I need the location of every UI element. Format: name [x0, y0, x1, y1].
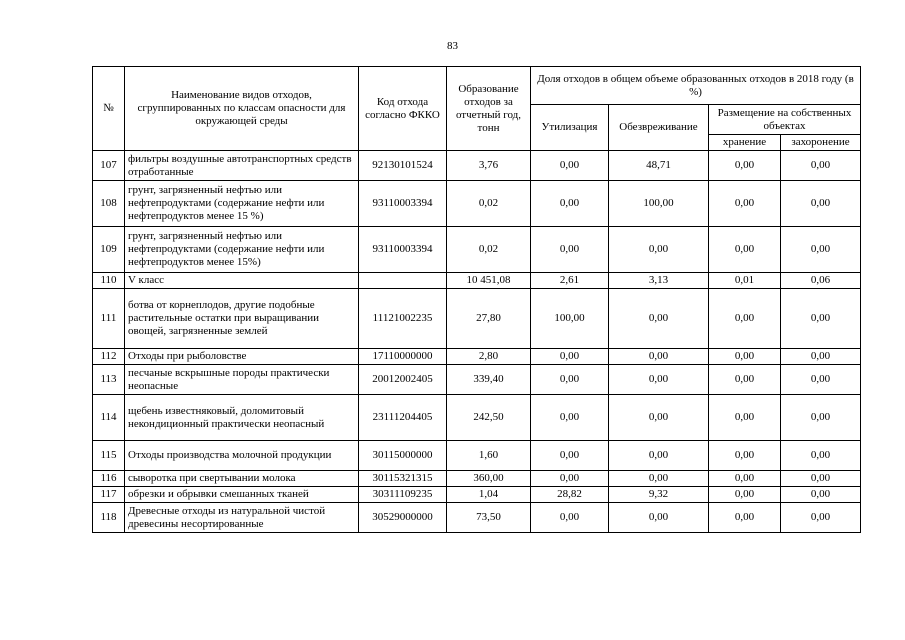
cell-num: 107 — [93, 151, 125, 181]
cell-burial: 0,06 — [781, 273, 861, 289]
header-burial: захоронение — [781, 135, 861, 151]
cell-utilization: 0,00 — [531, 365, 609, 395]
header-share: Доля отходов в общем объеме образованных отходов в 2018 году (в %) — [531, 67, 861, 105]
table-row — [93, 471, 861, 487]
cell-code: 11121002235 — [359, 289, 447, 349]
cell-storage: 0,00 — [709, 181, 781, 227]
cell-neutralization: 0,00 — [609, 441, 709, 471]
cell-name: обрезки и обрывки смешанных тканей — [125, 487, 359, 503]
cell-num: 114 — [93, 395, 125, 441]
cell-burial: 0,00 — [781, 395, 861, 441]
cell-storage: 0,00 — [709, 487, 781, 503]
cell-burial: 0,00 — [781, 365, 861, 395]
cell-formation: 3,76 — [447, 151, 531, 181]
waste-table — [92, 66, 861, 533]
page-number: 83 — [447, 40, 458, 52]
cell-burial: 0,00 — [781, 349, 861, 365]
cell-utilization: 0,00 — [531, 471, 609, 487]
cell-utilization: 0,00 — [531, 151, 609, 181]
cell-utilization: 0,00 — [531, 181, 609, 227]
cell-storage: 0,00 — [709, 441, 781, 471]
cell-storage: 0,00 — [709, 227, 781, 273]
cell-formation: 2,80 — [447, 349, 531, 365]
cell-storage: 0,00 — [709, 349, 781, 365]
cell-code: 30311109235 — [359, 487, 447, 503]
cell-name: Древесные отходы из натуральной чистой древесины несортированные — [125, 503, 359, 533]
table-row — [93, 227, 861, 273]
cell-neutralization: 0,00 — [609, 365, 709, 395]
header-code: Код отхода согласно ФККО — [359, 67, 447, 151]
cell-burial: 0,00 — [781, 487, 861, 503]
cell-neutralization: 0,00 — [609, 227, 709, 273]
cell-burial: 0,00 — [781, 503, 861, 533]
cell-neutralization: 0,00 — [609, 503, 709, 533]
cell-num: 113 — [93, 365, 125, 395]
cell-neutralization: 3,13 — [609, 273, 709, 289]
cell-neutralization: 9,32 — [609, 487, 709, 503]
cell-formation: 27,80 — [447, 289, 531, 349]
cell-code: 23111204405 — [359, 395, 447, 441]
cell-code: 30115321315 — [359, 471, 447, 487]
cell-burial: 0,00 — [781, 471, 861, 487]
cell-num: 117 — [93, 487, 125, 503]
cell-neutralization: 0,00 — [609, 349, 709, 365]
cell-utilization: 0,00 — [531, 503, 609, 533]
cell-utilization: 28,82 — [531, 487, 609, 503]
cell-name: сыворотка при свертывании молока — [125, 471, 359, 487]
cell-name: песчаные вскрышные породы практически неопасные — [125, 365, 359, 395]
cell-num: 115 — [93, 441, 125, 471]
cell-code: 30529000000 — [359, 503, 447, 533]
cell-code: 20012002405 — [359, 365, 447, 395]
cell-code: 92130101524 — [359, 151, 447, 181]
cell-name: грунт, загрязненный нефтью или нефтепродуктами (содержание нефти или нефтепродуктов менее 15 %) — [125, 181, 359, 227]
cell-name: Отходы при рыболовстве — [125, 349, 359, 365]
cell-storage: 0,00 — [709, 289, 781, 349]
cell-num: 118 — [93, 503, 125, 533]
cell-code: 17110000000 — [359, 349, 447, 365]
cell-utilization: 0,00 — [531, 227, 609, 273]
cell-utilization: 0,00 — [531, 441, 609, 471]
header-name: Наименование видов отходов, сгруппированных по классам опасности для окружающей среды — [125, 67, 359, 151]
cell-name: фильтры воздушные автотранспортных средств отработанные — [125, 151, 359, 181]
cell-formation: 10 451,08 — [447, 273, 531, 289]
cell-formation: 339,40 — [447, 365, 531, 395]
table-row — [93, 441, 861, 471]
header-neutralization: Обезвреживание — [609, 105, 709, 151]
cell-burial: 0,00 — [781, 181, 861, 227]
cell-formation: 0,02 — [447, 181, 531, 227]
cell-name: ботва от корнеплодов, другие подобные растительные остатки при выращивании овощей, загрязненные землей — [125, 289, 359, 349]
table-row — [93, 487, 861, 503]
cell-num: 109 — [93, 227, 125, 273]
cell-formation: 360,00 — [447, 471, 531, 487]
cell-utilization: 100,00 — [531, 289, 609, 349]
cell-formation: 0,02 — [447, 227, 531, 273]
cell-storage: 0,00 — [709, 503, 781, 533]
cell-burial: 0,00 — [781, 227, 861, 273]
cell-code — [359, 273, 447, 289]
cell-num: 112 — [93, 349, 125, 365]
table-row — [93, 181, 861, 227]
cell-neutralization: 0,00 — [609, 395, 709, 441]
cell-formation: 242,50 — [447, 395, 531, 441]
header-placement: Размещение на собственных объектах — [709, 105, 861, 135]
cell-neutralization: 0,00 — [609, 471, 709, 487]
cell-neutralization: 0,00 — [609, 289, 709, 349]
cell-storage: 0,01 — [709, 273, 781, 289]
cell-storage: 0,00 — [709, 395, 781, 441]
cell-formation: 73,50 — [447, 503, 531, 533]
header-num: № — [93, 67, 125, 151]
cell-utilization: 0,00 — [531, 349, 609, 365]
cell-name: V класс — [125, 273, 359, 289]
cell-num: 111 — [93, 289, 125, 349]
cell-name: грунт, загрязненный нефтью или нефтепродуктами (содержание нефти или нефтепродуктов менее 15%) — [125, 227, 359, 273]
table-row — [93, 395, 861, 441]
table-row — [93, 273, 861, 289]
cell-name: Отходы производства молочной продукции — [125, 441, 359, 471]
cell-storage: 0,00 — [709, 471, 781, 487]
table-row — [93, 151, 861, 181]
table-row — [93, 503, 861, 533]
cell-num: 110 — [93, 273, 125, 289]
cell-code: 30115000000 — [359, 441, 447, 471]
cell-neutralization: 48,71 — [609, 151, 709, 181]
cell-burial: 0,00 — [781, 441, 861, 471]
header-storage: хранение — [709, 135, 781, 151]
cell-utilization: 0,00 — [531, 395, 609, 441]
cell-storage: 0,00 — [709, 365, 781, 395]
cell-formation: 1,60 — [447, 441, 531, 471]
header-utilization: Утилизация — [531, 105, 609, 151]
cell-code: 93110003394 — [359, 227, 447, 273]
cell-num: 116 — [93, 471, 125, 487]
cell-formation: 1,04 — [447, 487, 531, 503]
cell-utilization: 2,61 — [531, 273, 609, 289]
cell-burial: 0,00 — [781, 289, 861, 349]
cell-neutralization: 100,00 — [609, 181, 709, 227]
cell-code: 93110003394 — [359, 181, 447, 227]
cell-burial: 0,00 — [781, 151, 861, 181]
cell-name: щебень известняковый, доломитовый некондиционный практически неопасный — [125, 395, 359, 441]
table-row — [93, 289, 861, 349]
cell-num: 108 — [93, 181, 125, 227]
header-formation: Образование отходов за отчетный год, тонн — [447, 67, 531, 151]
table-row — [93, 365, 861, 395]
cell-storage: 0,00 — [709, 151, 781, 181]
table-row — [93, 349, 861, 365]
